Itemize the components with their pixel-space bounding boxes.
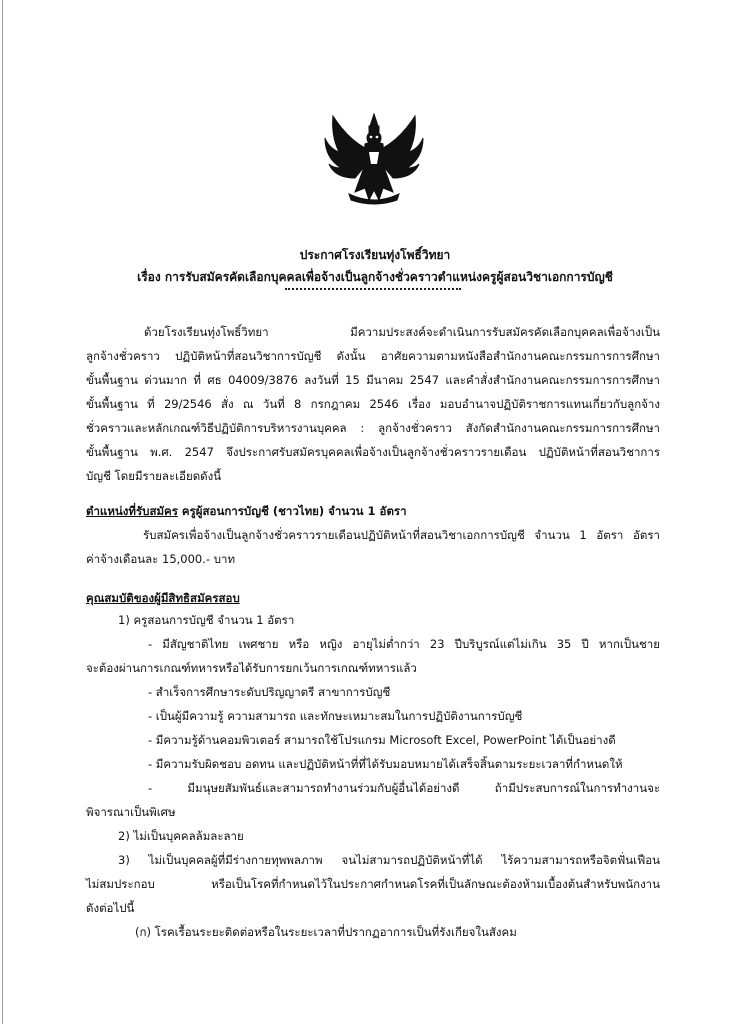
- announcement-title: ประกาศโรงเรียนทุ่งโพธิ์วิทยา: [299, 248, 451, 262]
- qualification-bullet: - มีสัญชาติไทย เพศชาย หรือ หญิง อายุไม่ต่ำกว่า 23 ปีบริบูรณ์แต่ไม่เกิน 35 ปี หากเป็นชาย: [148, 637, 660, 651]
- intro-line: ชั่วคราวและหลักเกณฑ์วิธีปฏิบัติการบริหารงานบุคคล : ลูกจ้างชั่วคราว สังกัดสำนักงานคณะกรรมการการศึกษา: [86, 421, 660, 435]
- intro-line: บัญชี โดยมีรายละเอียดดังนี้: [86, 469, 222, 483]
- qualification-bullet: จะต้องผ่านการเกณฑ์ทหารหรือได้รับการยกเว้นการเกณฑ์ทหารแล้ว: [86, 661, 417, 675]
- position-heading-label: ตำแหน่งที่รับสมัคร: [86, 504, 178, 518]
- page-edge-line: [2, 0, 3, 1024]
- garuda-emblem-icon: [319, 108, 429, 208]
- qualification-item: ดังต่อไปนี้: [86, 901, 135, 915]
- position-heading: [86, 503, 407, 519]
- position-line: รับสมัครเพื่อจ้างเป็นลูกจ้างชั่วคราวรายเดือนปฏิบัติหน้าที่สอนวิชาเอกการบัญชี จำนวน 1 อัตรา อัตรา: [143, 528, 660, 542]
- intro-line: ลูกจ้างชั่วคราว ปฏิบัติหน้าที่สอนวิชาการบัญชี ดังนั้น อาศัยความตามหนังสือสำนักงานคณะกรรมการการศึกษา: [86, 349, 660, 363]
- qualification-bullet: - มีมนุษยสัมพันธ์และสามารถทำงานร่วมกับผู้อื่นได้อย่างดี ถ้ามีประสบการณ์ในการทำงานจะ: [148, 781, 660, 795]
- qualification-bullet: พิจารณาเป็นพิเศษ: [86, 805, 176, 819]
- qualification-item: 2) ไม่เป็นบุคคลล้มละลาย: [118, 829, 244, 843]
- qualification-bullet: - เป็นผู้มีความรู้ ความสามารถ และทักษะเหมาะสมในการปฏิบัติงานการบัญชี: [148, 709, 523, 723]
- qualification-bullet: - สำเร็จการศึกษาระดับปริญญาตรี สาขาการบัญชี: [148, 685, 391, 699]
- qualification-bullet: - มีความรับผิดชอบ อดทน และปฏิบัติหน้าที่ที่ได้รับมอบหมายได้เสร็จสิ้นตามระยะเวลาที่กำหนดให้: [148, 757, 623, 771]
- intro-line: ขั้นพื้นฐาน พ.ศ. 2547 จึงประกาศรับสมัครบุคคลเพื่อจ้างเป็นลูกจ้างชั่วคราวรายเดือน ปฏิบัติหน้าที่สอนวิชาการ: [86, 445, 660, 459]
- intro-line: ขั้นพื้นฐาน ด่วนมาก ที่ ศธ 04009/3876 ลงวันที่ 15 มีนาคม 2547 และคำสั่งสำนักงานคณะกรรมการการศึกษา: [86, 373, 660, 387]
- announcement-subject: เรื่อง การรับสมัครคัดเลือกบุคคลเพื่อจ้างเป็นลูกจ้างชั่วคราวตำแหน่งครูผู้สอนวิชาเอกการบัญชี: [137, 270, 613, 284]
- qualification-bullet: - มีความรู้ด้านคอมพิวเตอร์ สามารถใช้โปรแกรม Microsoft Excel, PowerPoint ได้เป็นอย่างดี: [148, 733, 616, 747]
- qualifications-heading: คุณสมบัติของผู้มีสิทธิสมัครสอบ: [86, 591, 240, 605]
- position-heading-detail: ครูผู้สอนการบัญชี (ชาวไทย) จำนวน 1 อัตรา: [177, 504, 407, 518]
- qualification-item: 3) ไม่เป็นบุคคลผู้ที่มีร่างกายทุพพลภาพ จนไม่สามารถปฏิบัติหน้าที่ได้ ไร้ความสามารถหรือจิตฟั่นเฟือน: [118, 853, 660, 867]
- qualification-item: ไม่สมประกอบ หรือเป็นโรคที่กำหนดไว้ในประกาศกำหนดโรคที่เป็นลักษณะต้องห้ามเบื้องต้นสำหรับพนักงาน: [86, 877, 660, 891]
- position-line: ค่าจ้างเดือนละ 15,000.- บาท: [86, 552, 236, 566]
- qualification-subitem: (ก) โรคเรื้อนระยะติดต่อหรือในระยะเวลาที่ปรากฏอาการเป็นที่รังเกียจในสังคม: [135, 925, 517, 939]
- dotted-separator: [285, 288, 461, 290]
- qualification-item: 1) ครูสอนการบัญชี จำนวน 1 อัตรา: [118, 613, 295, 627]
- intro-line: ขั้นพื้นฐาน ที่ 29/2546 สั่ง ณ วันที่ 8 กรกฎาคม 2546 เรื่อง มอบอำนาจปฏิบัติราชการแทนเกี่ยวกับลูกจ้าง: [86, 397, 660, 411]
- intro-line: ด้วยโรงเรียนทุ่งโพธิ์วิทยา มีความประสงค์จะดำเนินการรับสมัครคัดเลือกบุคคลเพื่อจ้างเป็น: [144, 325, 660, 339]
